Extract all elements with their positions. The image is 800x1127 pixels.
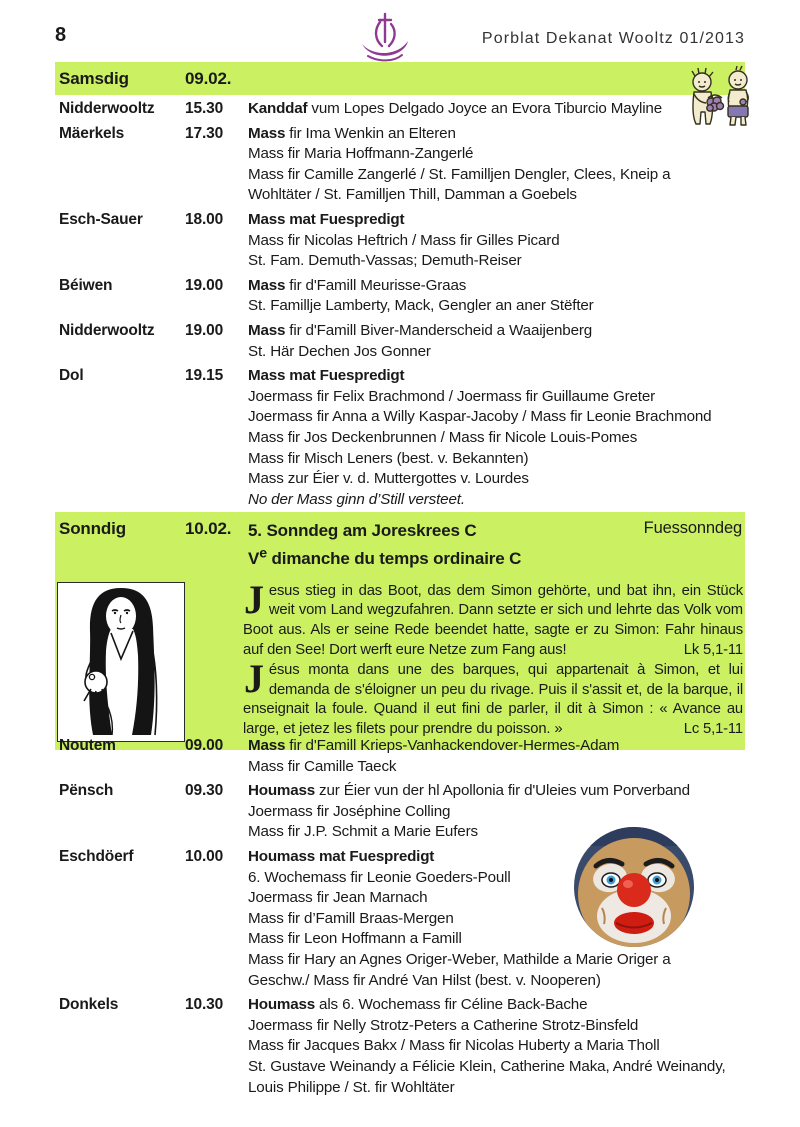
description-cell [248, 736, 745, 777]
time-cell: 17.30 [185, 124, 224, 142]
location-cell: Nidderwooltz [59, 321, 155, 339]
scripture-ref-german: Lk 5,1-11 [683, 642, 743, 659]
mass-line: Mass fir Camille Zangerlé / St. Familljen Dengler, Clees, Kneip a [248, 165, 671, 183]
description-cell [248, 276, 745, 317]
mass-line: No der Mass ginn d’Still versteet. [248, 490, 465, 508]
mass-line: Wohltäter / St. Familljen Thill, Damman a Goebels [248, 186, 577, 204]
schedule-row [55, 276, 745, 317]
carnival-kids-illustration [684, 62, 766, 130]
mass-line: Mass fir Maria Hoffmann-Zangerlé [248, 145, 474, 163]
mass-line: Mass fir Misch Leners (best. v. Bekannten) [248, 449, 529, 467]
time-cell: 19.00 [185, 321, 224, 339]
time-cell: 18.00 [185, 210, 224, 228]
gospel-german: Jesus stieg in das Boot, das dem Simon gehörte, und bat ihn, ein Stück weit vom Land wegzufahren. Dann setzte er sich und lehrte das Volk vom Boot aus. Als er seine Rede beendet hatte, sagte er zu Simon: Fahr hinaus auf den See! Dort werft eure Netze zum Fang aus! Lk 5,1-11 [243, 582, 743, 661]
saturday-schedule [55, 99, 745, 514]
saturday-day-bar [55, 62, 745, 95]
mass-line: Kanddaf vum Lopes Delgado Joyce an Evora Tiburcio Mayline [248, 100, 663, 117]
time-cell: 10.30 [185, 996, 224, 1014]
mass-line: Mass fir d’Famill Braas-Mergen [248, 909, 454, 927]
sunday-section [55, 512, 745, 750]
location-cell: Mäerkels [59, 124, 125, 142]
feast-title-fr: Ve dimanche du temps ordinaire C [248, 545, 522, 568]
location-cell: Noutem [59, 737, 116, 754]
saturday-day-label: Samsdig [59, 68, 129, 88]
location-cell: Esch-Sauer [59, 210, 143, 228]
description-cell [248, 124, 745, 206]
sunday-header-row [55, 519, 745, 570]
schedule-row [55, 210, 745, 272]
schedule-row [55, 995, 745, 1098]
boat-cross-logo-icon [352, 8, 416, 64]
mass-line: Joermass fir Felix Brachmond / Joermass fir Guillaume Greter [248, 387, 656, 405]
mass-line: St. Gustave Weinandy a Félicie Klein, Catherine Maka, André Weinandy, [248, 1057, 726, 1075]
sunday-feast-title [248, 519, 644, 570]
schedule-row [55, 124, 745, 206]
gospel-row [55, 576, 745, 742]
mass-line: Mass mat Fuespredigt [248, 210, 405, 228]
schedule-row [55, 736, 745, 777]
mass-line: Joermass fir Anna a Willy Kaspar-Jacoby / Mass fir Leonie Brachmond [248, 408, 712, 426]
mass-line: Houmass zur Éier vun der hl Apollonia fir d'Uleies vum Porverband [248, 782, 690, 800]
dropcap-french: J [244, 655, 264, 701]
sunday-day-label: Sonndig [59, 519, 126, 538]
mass-line: Houmass mat Fuespredigt [248, 847, 435, 865]
mass-line: Louis Philippe / St. fir Wohltäter [248, 1078, 455, 1096]
location-cell: Eschdöerf [59, 847, 134, 865]
mass-line: St. Här Dechen Jos Gonner [248, 342, 431, 360]
time-cell: 15.30 [185, 100, 224, 117]
mass-line: Mass fir J.P. Schmit a Marie Eufers [248, 823, 478, 841]
time-cell: 09.30 [185, 782, 224, 800]
saturday-date: 09.02. [185, 68, 232, 88]
mass-line: Mass fir Leon Hoffmann a Famill [248, 930, 462, 948]
mass-line: Geschw./ Mass fir André Van Hilst (best. v. Nooperen) [248, 971, 601, 989]
gospel-text [243, 576, 745, 742]
mass-line: Mass fir Nicolas Heftrich / Mass fir Gilles Picard [248, 231, 560, 249]
location-cell: Dol [59, 367, 84, 385]
description-cell [248, 210, 745, 272]
schedule-row [55, 366, 745, 510]
schedule-row [55, 321, 745, 362]
schedule-row [55, 99, 745, 120]
mass-line: Joermass fir Nelly Strotz-Peters a Catherine Strotz-Binsfeld [248, 1016, 639, 1034]
page-number: 8 [55, 24, 66, 46]
description-cell [248, 366, 745, 510]
description-cell [248, 99, 745, 120]
time-cell: 09.00 [185, 737, 224, 754]
gospel-french: Jésus monta dans une des barques, qui appartenait à Simon, et lui demanda de s'éloigner un peu du rivage. Puis il s'assit et, de la barque, il enseignait la foule. Quand il eut fini de parler, il dit à Simon : « Avance au large, et jetez les filets pour prendre du poisson. » Lc 5,1-11 [243, 661, 743, 740]
mass-line: Mass fir d'Famill Krieps-Vanhackendover-Hermes-Adam [248, 737, 620, 754]
mass-line: St. Fam. Demuth-Vassas; Demuth-Reiser [248, 252, 522, 270]
carnival-clown-mask-photo [572, 826, 696, 948]
mass-line: Mass fir Jos Deckenbrunnen / Mass fir Nicole Louis-Pomes [248, 428, 638, 446]
pointing-woman-illustration [57, 582, 185, 742]
mass-line: Mass zur Éier v. d. Muttergottes v. Lourdes [248, 470, 529, 488]
time-cell: 10.00 [185, 847, 224, 865]
location-cell: Donkels [59, 996, 119, 1014]
mass-line: Joermass fir Joséphine Colling [248, 802, 451, 820]
mass-line: Mass fir d'Famill Meurisse-Graas [248, 276, 467, 294]
mass-line: Mass fir Hary an Agnes Origer-Weber, Mathilde a Marie Origer a [248, 950, 671, 968]
dropcap-german: J [244, 576, 264, 622]
scripture-ref-french: Lc 5,1-11 [683, 721, 743, 738]
gospel-gap [185, 582, 243, 742]
mass-line: Mass fir d'Famill Biver-Manderscheid a Waaijenberg [248, 321, 593, 339]
time-cell: 19.00 [185, 276, 224, 294]
location-cell: Pënsch [59, 782, 114, 800]
mass-line: 6. Wochemass fir Leonie Goeders-Poull [248, 868, 511, 886]
location-cell: Nidderwooltz [59, 100, 155, 117]
description-cell [248, 321, 745, 362]
feast-title-lux: 5. Sonndeg am Joreskrees C [248, 521, 477, 540]
mass-line: Mass fir Camille Taeck [248, 757, 397, 775]
mass-line: Mass fir Ima Wenkin an Elteren [248, 124, 456, 142]
description-cell [248, 995, 745, 1098]
sunday-green-block [55, 512, 745, 750]
mass-line: Mass mat Fuespredigt [248, 367, 405, 385]
sunday-date: 10.02. [185, 519, 232, 538]
bulletin-title: Porblat Dekanat Wooltz 01/2013 [481, 30, 745, 47]
mass-line: St. Famillje Lamberty, Mack, Gengler an aner Stëfter [248, 297, 594, 315]
location-cell: Béiwen [59, 276, 113, 294]
mass-line: Joermass fir Jean Marnach [248, 889, 428, 907]
time-cell: 19.15 [185, 367, 224, 385]
carnival-sunday-note: Fuessonndeg [643, 519, 742, 537]
mass-line: Mass fir Jacques Bakx / Mass fir Nicolas Huberty a Maria Tholl [248, 1037, 660, 1055]
mass-line: Houmass als 6. Wochemass fir Céline Back-Bache [248, 996, 588, 1014]
